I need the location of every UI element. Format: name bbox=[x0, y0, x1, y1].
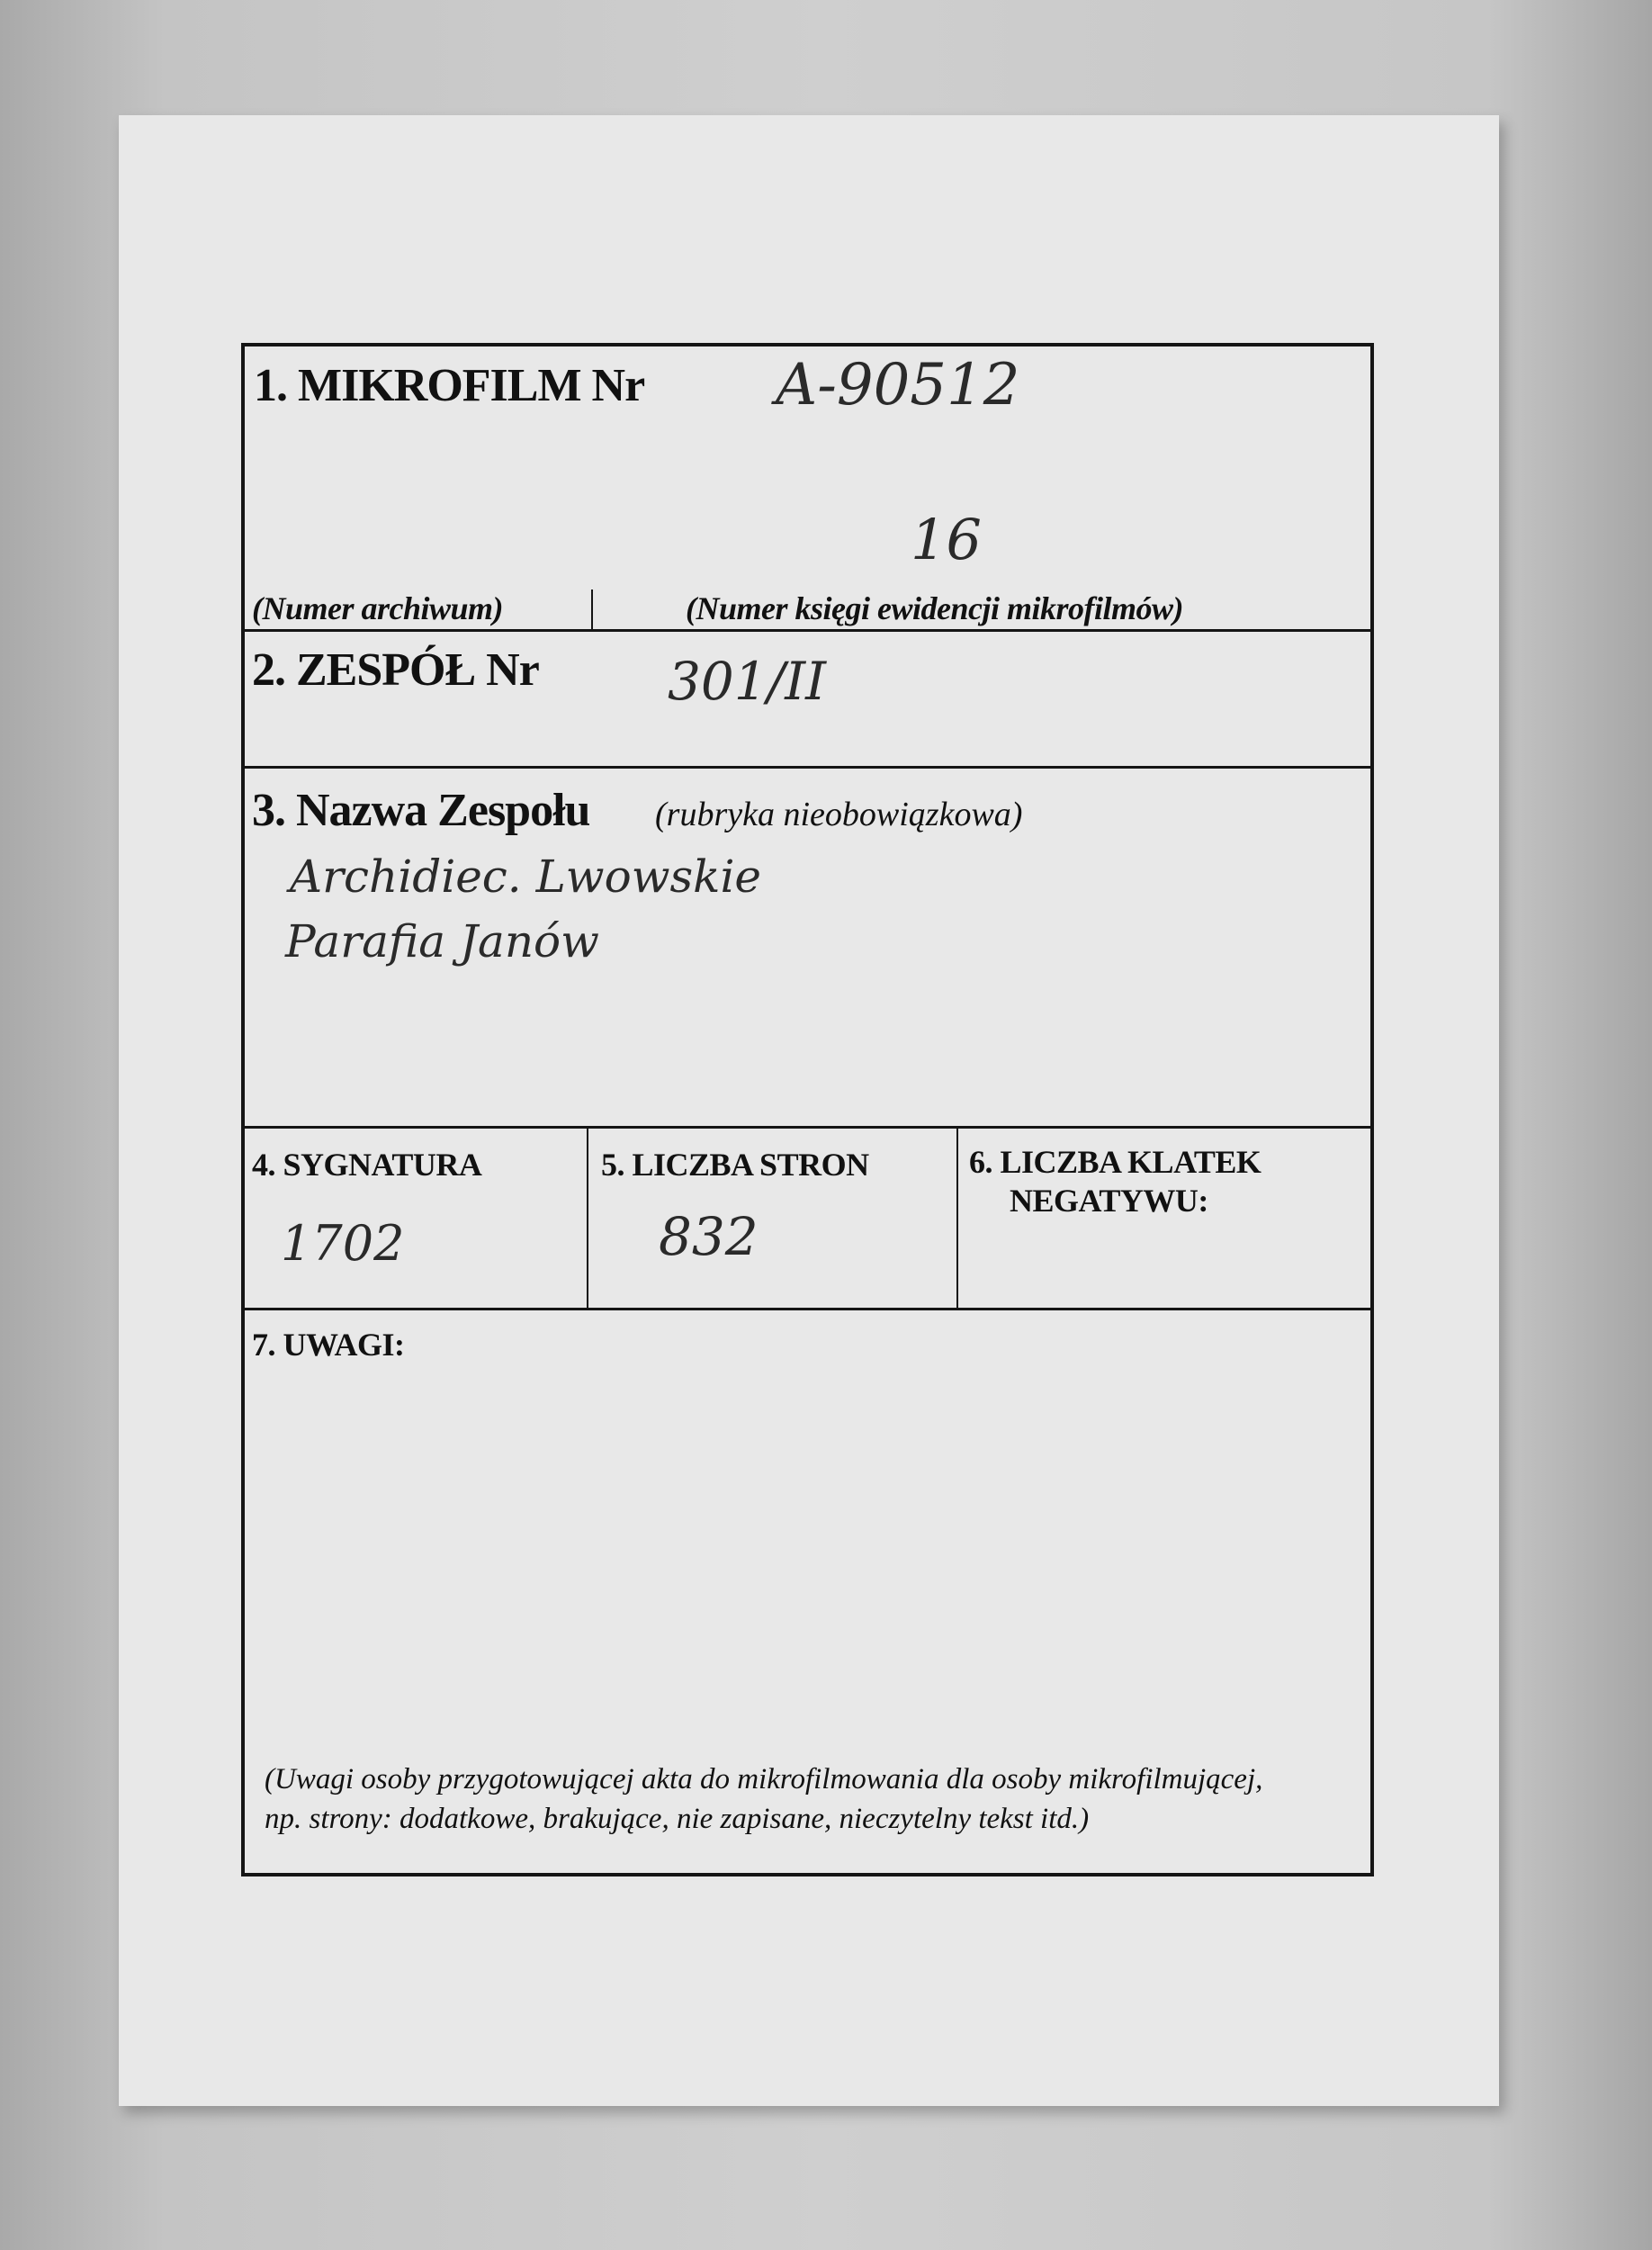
fond-name-line1: Archidiec. Lwowskie bbox=[290, 850, 762, 903]
remarks-note-2: np. strony: dodatkowe, brakujące, nie zapisane, nieczytelny tekst itd.) bbox=[265, 1803, 1090, 1835]
frame-count-label-1: 6. LICZBA KLATEK bbox=[969, 1144, 1261, 1180]
page-count-value: 832 bbox=[659, 1206, 759, 1267]
ledger-number: 16 bbox=[911, 507, 982, 572]
frame-count-label-2: NEGATYWU: bbox=[1010, 1183, 1208, 1219]
fond-name-line2: Parafia Janów bbox=[285, 915, 599, 968]
fond-number: 301/II bbox=[668, 651, 827, 712]
divider bbox=[245, 766, 1370, 769]
divider bbox=[956, 1126, 958, 1308]
divider bbox=[245, 1308, 1370, 1310]
signature-value: 1702 bbox=[281, 1215, 405, 1272]
fond-name-note: (rubryka nieobowiązkowa) bbox=[655, 796, 1023, 833]
fond-name-label: 3. Nazwa Zespołu bbox=[252, 785, 590, 836]
ledger-caption: (Numer księgi ewidencji mikrofilmów) bbox=[686, 590, 1183, 626]
microfilm-number: A-90512 bbox=[776, 352, 1020, 418]
fond-label: 2. ZESPÓŁ Nr bbox=[252, 644, 539, 696]
microfilm-form bbox=[241, 343, 1374, 1876]
divider bbox=[587, 1126, 588, 1308]
archive-caption: (Numer archiwum) bbox=[252, 590, 504, 626]
page-count-label: 5. LICZBA STRON bbox=[601, 1147, 869, 1183]
remarks-note-1: (Uwagi osoby przygotowującej akta do mikrofilmowania dla osoby mikrofilmującej, bbox=[265, 1763, 1263, 1796]
divider bbox=[591, 590, 593, 629]
microfilm-label: 1. MIKROFILM Nr bbox=[254, 360, 645, 411]
signature-label: 4. SYGNATURA bbox=[252, 1147, 482, 1183]
divider bbox=[245, 629, 1370, 632]
divider bbox=[245, 1126, 1370, 1129]
remarks-label: 7. UWAGI: bbox=[252, 1327, 405, 1363]
